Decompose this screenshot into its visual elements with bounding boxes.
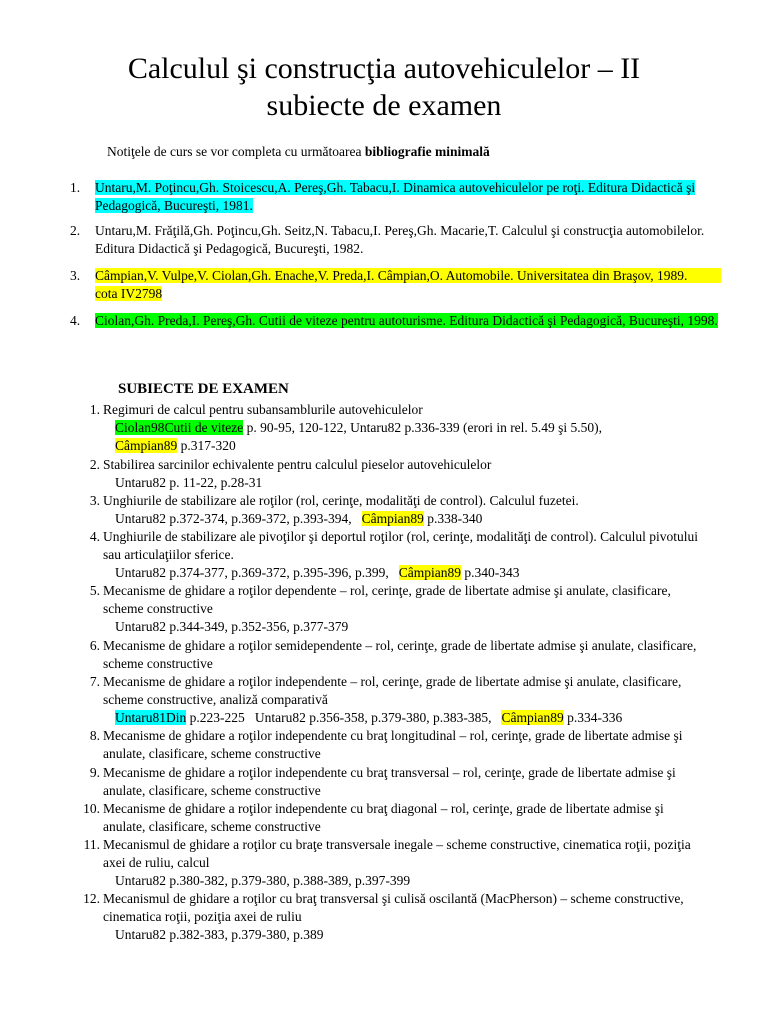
bib-num: 2. — [70, 223, 81, 238]
intro-text — [107, 143, 490, 161]
subject-10 — [70, 800, 700, 836]
ref-text: p.338-340 — [423, 511, 483, 526]
bib-item-4 — [70, 312, 730, 330]
ref-text: Untaru82 p.372-374, p.369-372, p.393-394, — [115, 511, 352, 526]
subject-text: Mecanisme de ghidare a roţilor semidependente – rol, cerinţe, grade de libertate admise şi anulate, clasificare, scheme constructive — [103, 638, 697, 671]
bib-text: Ciolan,Gh. Preda,I. Pereş,Gh. Cutii de viteze pentru autoturisme. Editura Didactică şi Pedagogică, Bucureşti, 1998. — [95, 313, 718, 328]
bib-item-1 — [70, 179, 730, 215]
subject-num: 1. — [89, 402, 100, 417]
ref-highlight: Untaru81Din — [115, 710, 187, 725]
subject-text: Mecanisme de ghidare a roţilor independente cu braţ transversal – rol, cerinţe, grade de libertate admise şi anulate, clasificare, scheme constructive — [103, 765, 676, 798]
subject-4 — [70, 528, 700, 582]
intro-bold: bibliografie minimală — [364, 144, 490, 159]
subject-num: 11. — [83, 837, 100, 852]
ref-text: Untaru82 p. 11-22, p.28-31 — [115, 475, 263, 490]
ref-highlight: Câmpian89 — [115, 438, 178, 453]
ref-text: p.317-320 — [177, 438, 236, 453]
subject-text: Unghiurile de stabilizare ale roţilor (rol, cerinţe, modalităţi de control). Calculul fuzetei. — [103, 493, 579, 508]
bib-num: 1. — [70, 180, 81, 195]
ref-text: p. 90-95, 120-122, Untaru82 p.336-339 (erori in rel. 5.49 şi 5.50), — [243, 420, 603, 435]
ref-text: Untaru82 p.382-383, p.379-380, p.389 — [115, 927, 324, 942]
subject-5 — [70, 582, 700, 636]
subject-12 — [70, 890, 700, 944]
subject-num: 4. — [89, 529, 100, 544]
subject-text: Mecanisme de ghidare a roţilor dependente – rol, cerinţe, grade de libertate admise şi anulate, clasificare, scheme constructive — [103, 583, 671, 616]
subject-3 — [70, 492, 700, 528]
subject-text: Unghiurile de stabilizare ale pivoţilor şi deportul roţilor (rol, cerinţe, modalităţi de control). Calculul pivotului sau articulaţiilor sferice. — [103, 529, 698, 562]
bib-item-2 — [70, 222, 730, 258]
bib-text: Câmpian,V. Vulpe,V. Ciolan,Gh. Enache,V. Preda,I. Câmpian,O. Automobile. Universitatea din Braşov, 1989. cota IV2798 — [95, 268, 722, 301]
subject-num: 5. — [89, 583, 100, 598]
subject-text: Mecanisme de ghidare a roţilor independente cu braţ longitudinal – rol, cerinţe, grade de libertate admise şi anulate, clasificare, scheme constructive — [103, 728, 683, 761]
ref-highlight: Câmpian89 — [361, 511, 424, 526]
subject-num: 7. — [89, 674, 100, 689]
subject-text: Mecanisme de ghidare a roţilor independente – rol, cerinţe, grade de libertate admise şi anulate, clasificare, scheme constructive, analiză comparativă — [103, 674, 682, 707]
title-line-2: subiecte de examen — [266, 89, 502, 122]
subject-6 — [70, 637, 700, 673]
ref-highlight: Câmpian89 — [398, 565, 461, 580]
bib-text: Untaru,M. Frăţilă,Gh. Poţincu,Gh. Seitz,N. Tabacu,I. Pereş,Gh. Macarie,T. Calculul şi construcţia automobilelor. Editura Didactică şi Pedagogică, Bucureşti, 1982. — [95, 223, 705, 256]
subject-num: 12. — [83, 891, 100, 906]
page-title — [0, 50, 768, 124]
subject-num: 8. — [89, 728, 100, 743]
subject-8 — [70, 727, 700, 763]
subject-text: Regimuri de calcul pentru subansamblurile autovehiculelor — [103, 402, 423, 417]
ref-highlight: Ciolan98Cutii de viteze — [115, 420, 244, 435]
ref-highlight: Câmpian89 — [501, 710, 564, 725]
ref-text: p.340-343 — [460, 565, 520, 580]
bib-num: 4. — [70, 313, 81, 328]
ref-text: p.334-336 — [563, 710, 623, 725]
subject-7 — [70, 673, 700, 727]
subject-text: Mecanismul de ghidare a roţilor cu braţe transversale inegale – scheme constructive, cinematica roţii, poziţia axei de ruliu, calcul — [103, 837, 691, 870]
ref-text: Untaru82 p.374-377, p.369-372, p.395-396, p.399, — [115, 565, 389, 580]
subject-text: Mecanismul de ghidare a roţilor cu braţ transversal şi culisă oscilantă (MacPherson) – scheme constructive, cinematica roţii, poziţia axei de ruliu — [103, 891, 684, 924]
subject-num: 3. — [89, 493, 100, 508]
ref-text: Untaru82 p.380-382, p.379-380, p.388-389, p.397-399 — [115, 873, 411, 888]
exam-heading: SUBIECTE DE EXAMEN — [118, 381, 289, 397]
subject-text: Stabilirea sarcinilor echivalente pentru calculul pieselor autovehiculelor — [103, 457, 492, 472]
title-line-1: Calculul şi construcţia autovehiculelor – II — [127, 52, 641, 85]
bib-num: 3. — [70, 268, 81, 283]
subject-num: 6. — [89, 638, 100, 653]
ref-text: Untaru82 p.344-349, p.352-356, p.377-379 — [115, 619, 349, 634]
subject-2 — [70, 456, 700, 492]
subject-11 — [70, 836, 700, 890]
intro-lead: Notiţele de curs se vor completa cu următoarea — [107, 144, 365, 159]
bib-item-3 — [70, 267, 730, 303]
subject-1 — [70, 401, 700, 455]
ref-text: p.223-225 Untaru82 p.356-358, p.379-380, p.383-385, — [186, 710, 492, 725]
subject-text: Mecanisme de ghidare a roţilor independente cu braţ diagonal – rol, cerinţe, grade de libertate admise şi anulate, clasificare, scheme constructive — [103, 801, 664, 834]
subject-num: 10. — [83, 801, 100, 816]
bib-text: Untaru,M. Poţincu,Gh. Stoicescu,A. Pereş,Gh. Tabacu,I. Dinamica autovehiculelor pe roţi. Editura Didactică şi Pedagogică, Bucureşti, 1981. — [95, 180, 696, 213]
subject-9 — [70, 764, 700, 800]
subject-num: 2. — [89, 457, 100, 472]
subject-num: 9. — [89, 765, 100, 780]
